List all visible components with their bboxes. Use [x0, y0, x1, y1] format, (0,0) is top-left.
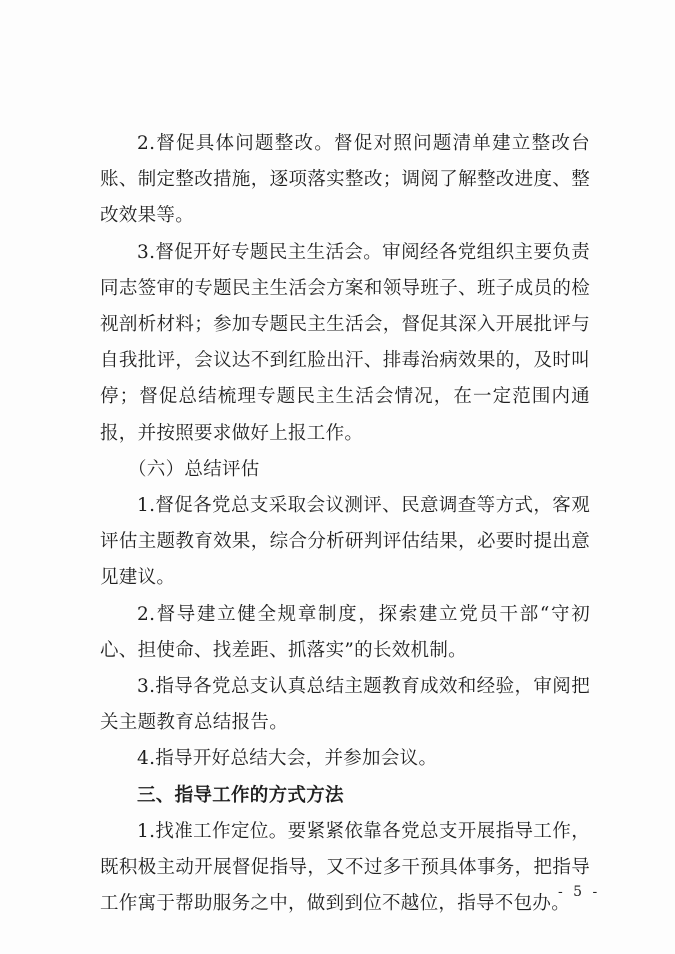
document-body — [100, 126, 590, 922]
section-heading-methods: 三、指导工作的方式方法 — [137, 784, 344, 806]
paragraph-summary-meeting: 4.指导开好总结大会，并参加会议。 — [137, 748, 438, 770]
paragraph-rectification: 2.督促具体问题整改。督促对照问题清单建立整改台账、制定整改措施，逐项落实整改；调阅了解整改进度、整改效果等。 — [100, 133, 590, 227]
paragraph-summary-report: 3.指导各党总支认真总结主题教育成效和经验，审阅把关主题教育总结报告。 — [100, 676, 590, 734]
page-number: - 5 - — [558, 884, 601, 900]
paragraph-evaluation: 1.督促各党总支采取会议测评、民意调查等方式，客观评估主题教育效果，综合分析研判评估结果，必要时提出意见建议。 — [100, 495, 590, 589]
paragraph-work-positioning: 1.找准工作定位。要紧紧依靠各党总支开展指导工作，既积极主动开展督促指导，又不过多干预具体事务，把指导工作寓于帮助服务之中，做到到位不越位，指导不包办。 — [100, 820, 590, 915]
paragraph-democratic-life-meeting: 3.督促开好专题民主生活会。审阅经各党组织主要负责同志签审的专题民主生活会方案和领导班子、班子成员的检视剖析材料；参加专题民主生活会，督促其深入开展批评与自我批评，会议达不到红脸出汗、排毒治病效果的，及时叫停；督促总结梳理专题民主生活会情况，在一定范围内通报，并按照要求做好上报工作。 — [100, 241, 590, 444]
paragraph-rules-system: 2.督导建立健全规章制度，探索建立党员干部“守初心、担使命、找差距、抓落实”的长效机制。 — [100, 603, 590, 661]
section-heading-summary-evaluation: （六）总结评估 — [128, 458, 260, 480]
